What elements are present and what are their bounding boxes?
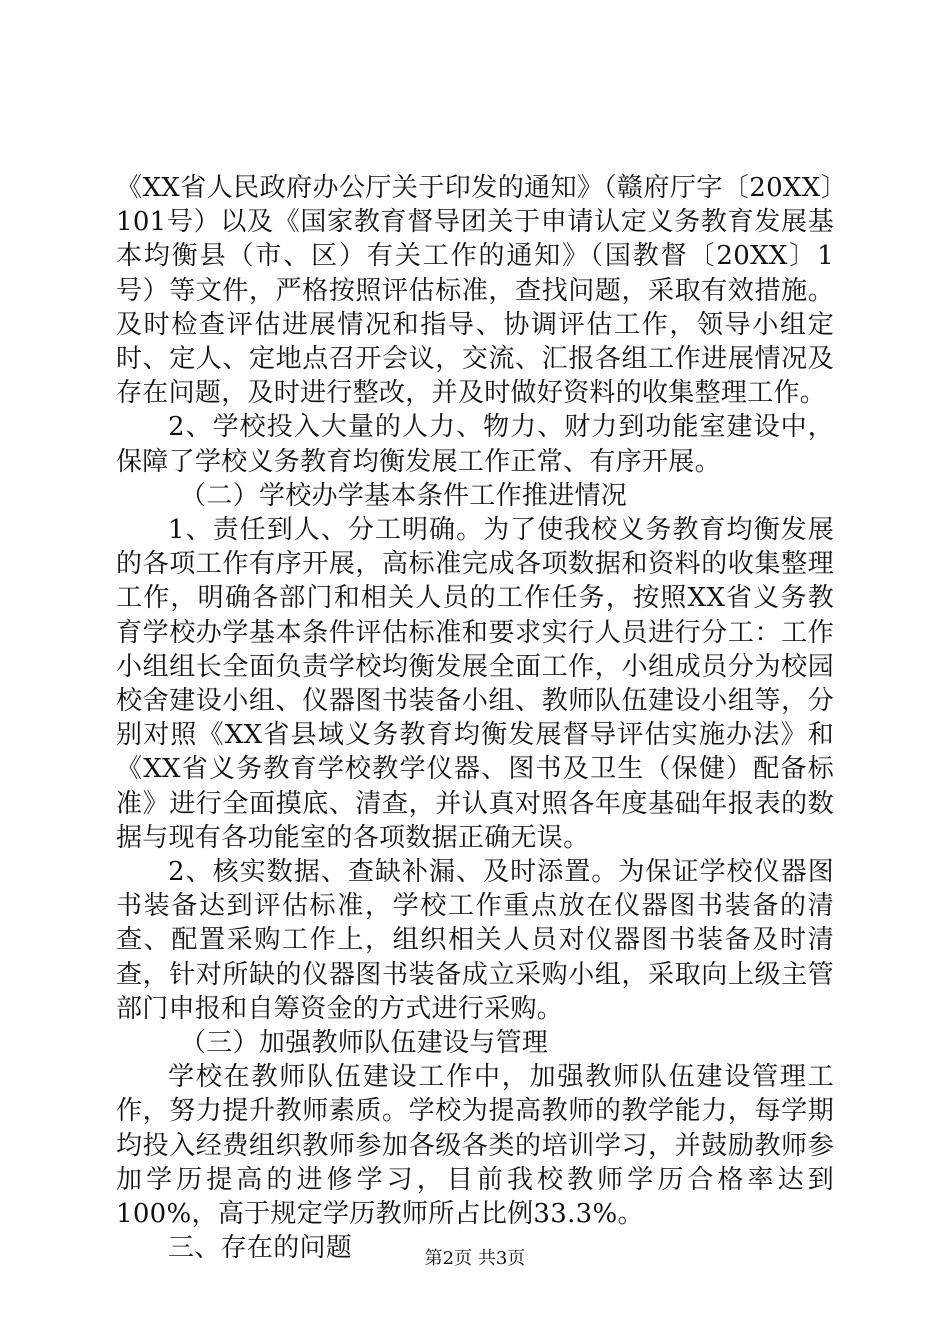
paragraph-item-1-responsibility: 1、责任到人、分工明确。为了使我校义务教育均衡发展的各项工作有序开展，高标准完成各项数据和资料的收集整理工作，明确各部门和相关人员的工作任务，按照XX省义务教育学校办学基本条件评估标准和要求实行人员进行分工：工作小组组长全面负责学校均衡发展全面工作，小组成员分为校园校舍建设小组、仪器图书装备小组、教师队伍建设小组等，分别对照《XX省县域义务教育均衡发展督导评估实施办法》和《XX省义务教育学校教学仪器、图书及卫生（保健）配备标准》进行全面摸底、清查，并认真对照各年度基础年报表的数据与现有各功能室的各项数据正确无误。	[116, 515, 834, 853]
section-heading-3: （三）加强教师队伍建设与管理	[180, 1028, 549, 1059]
section-heading-problems: 三、存在的问题	[168, 1233, 353, 1264]
document-body	[116, 171, 834, 1266]
page-number-footer: 第2页 共3页	[424, 1248, 526, 1269]
paragraph-item-2-investment: 2、学校投入大量的人力、物力、财力到功能室建设中，保障了学校义务教育均衡发展工作正常、有序开展。	[116, 412, 834, 477]
paragraph-item-2-verify-data: 2、核实数据、查缺补漏、及时添置。为保证学校仪器图书装备达到评估标准，学校工作重点放在仪器图书装备的清查、配置采购工作上，组织相关人员对仪器图书装备及时清查，针对所缺的仪器图书装备成立采购小组，采取向上级主管部门申报和自筹资金的方式进行采购。	[116, 857, 834, 1024]
paragraph-teacher-team: 学校在教师队伍建设工作中，加强教师队伍建设管理工作，努力提升教师素质。学校为提高教师的教学能力，每学期均投入经费组织教师参加各级各类的培训学习，并鼓励教师参加学历提高的进修学习，目前我校教师学历合格率达到100%，高于规定学历教师所占比例33.3%。	[116, 1062, 834, 1230]
section-heading-2: （二）学校办学基本条件工作推进情况	[180, 480, 628, 511]
paragraph-notice-references: 《XX省人民政府办公厅关于印发的通知》（赣府厅字〔20XX〕101号）以及《国家教育督导团关于申请认定义务教育发展基本均衡县（市、区）有关工作的通知》（国教督〔20XX〕1号）等文件，严格按照评估标准，查找问题，采取有效措施。及时检查评估进展情况和指导、协调评估工作，领导小组定时、定人、定地点召开会议，交流、汇报各组工作进展情况及存在问题，及时进行整改，并及时做好资料的收集整理工作。	[116, 173, 834, 409]
